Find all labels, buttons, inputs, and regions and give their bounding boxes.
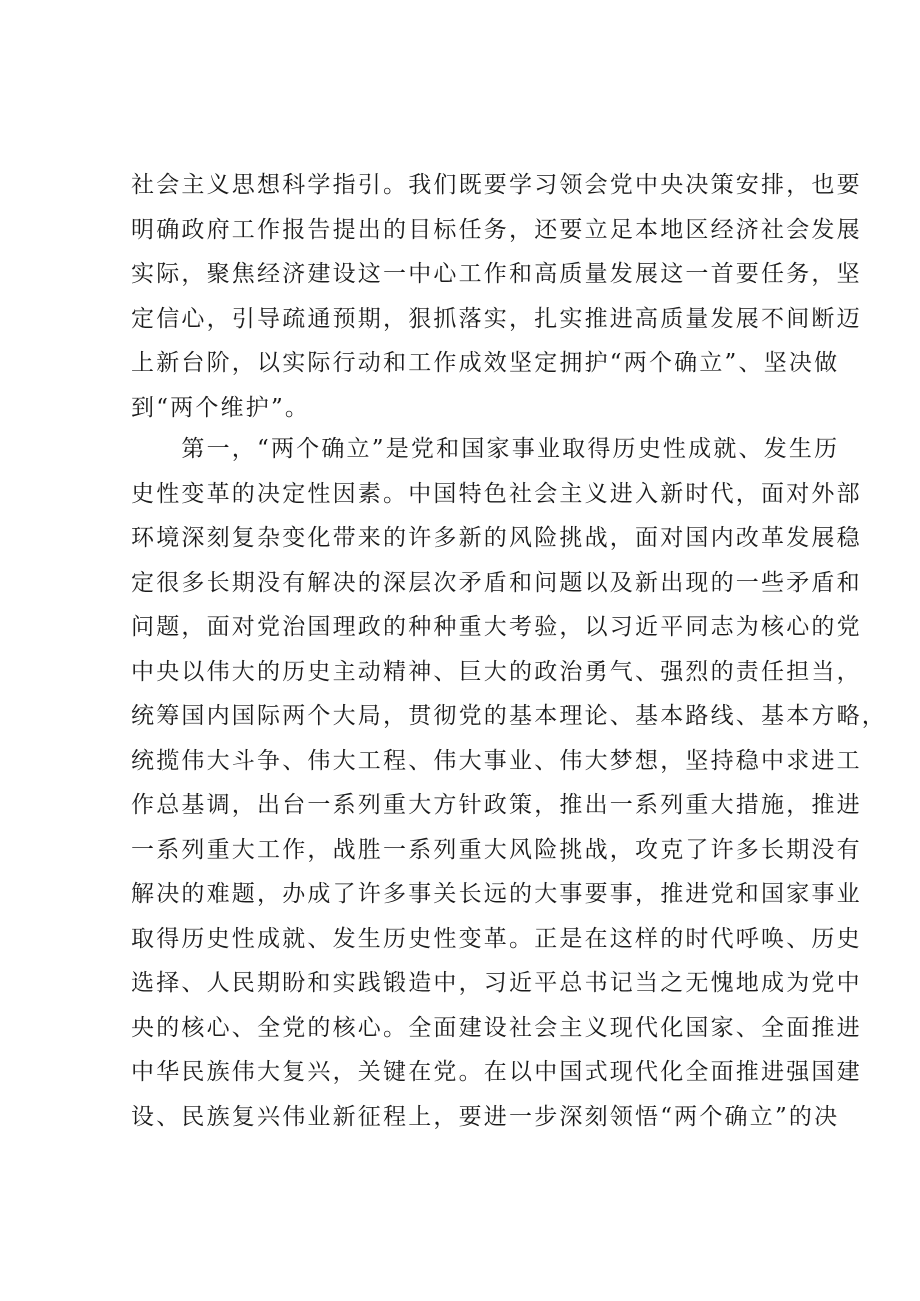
text-line: 中央以伟大的历史主动精神、巨大的政治勇气、强烈的责任担当，: [131, 658, 862, 685]
text-line: 选择、人民期盼和实践锻造中，习近平总书记当之无愧地成为党中: [131, 970, 862, 996]
text-line: 央的核心、全党的核心。全面建设社会主义现代化国家、全面推进: [131, 1014, 862, 1041]
text-line: 社会主义思想科学指引。我们既要学习领会党中央决策安排，也要: [131, 172, 862, 198]
text-line: 上新台阶，以实际行动和工作成效坚定拥护“两个确立”、坚决做: [131, 350, 840, 376]
text-line: 明确政府工作报告提出的目标任务，还要立足本地区经济社会发展: [131, 216, 862, 243]
text-line: 一系列重大工作，战胜一系列重大风险挑战，攻克了许多长期没有: [131, 836, 862, 863]
text-line: 作总基调，出台一系列重大方针政策，推出一系列重大措施，推进: [131, 792, 862, 818]
text-line: 第一，“两个确立”是党和国家事业取得历史性成就、发生历: [131, 436, 840, 462]
text-line: 定信心，引导疏通预期，狠抓落实，扎实推进高质量发展不间断迈: [131, 305, 862, 332]
text-line: 环境深刻复杂变化带来的许多新的风险挑战，面对国内改革发展稳: [131, 525, 862, 551]
text-line: 实际，聚焦经济建设这一中心工作和高质量发展这一首要任务，坚: [131, 261, 862, 287]
paragraph-continued: [131, 163, 862, 430]
paragraph-first-point: [131, 427, 887, 1139]
text-line: 设、民族复兴伟业新征程上，要进一步深刻领悟“两个确立”的决: [131, 1103, 840, 1130]
text-line: 定很多长期没有解决的深层次矛盾和问题以及新出现的一些矛盾和: [131, 569, 862, 596]
text-line: 统揽伟大斗争、伟大工程、伟大事业、伟大梦想，坚持稳中求进工: [131, 747, 862, 774]
text-line: 史性变革的决定性因素。中国特色社会主义进入新时代，面对外部: [131, 480, 862, 507]
text-line: 统筹国内国际两个大局，贯彻党的基本理论、基本路线、基本方略，: [131, 703, 887, 729]
text-line: 问题，面对党治国理政的种种重大考验，以习近平同志为核心的党: [131, 614, 862, 640]
text-line: 取得历史性成就、发生历史性变革。正是在这样的时代呼唤、历史: [131, 925, 862, 952]
text-line: 中华民族伟大复兴，关键在党。在以中国式现代化全面推进强国建: [131, 1059, 862, 1085]
text-line: 解决的难题，办成了许多事关长远的大事要事，推进党和国家事业: [131, 881, 862, 907]
text-line: 到“两个维护”。: [131, 394, 311, 421]
